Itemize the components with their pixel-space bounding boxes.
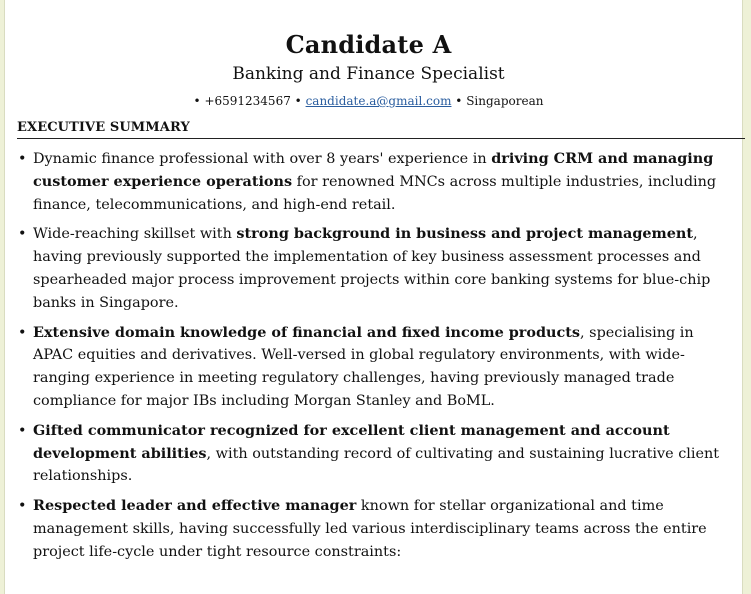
bullet-icon: • [18,422,27,439]
candidate-name: Candidate A [285,30,452,59]
item-text: for renowned MNCs across multiple industries, including finance, telecommunications, and high-end retail. [33,173,717,213]
contact-separator: • [455,94,463,108]
phone-number: +6591234567 [204,94,291,108]
list-item [17,420,721,488]
nationality: Singaporean [466,94,544,108]
item-highlight: driving CRM and managing customer experience operations [33,150,714,190]
bullet-icon: • [18,324,27,341]
contact-separator: • [294,94,302,108]
candidate-title: Banking and Finance Specialist [232,64,505,84]
item-text: , having previously supported the implementation of key business assessment processes and spearheaded major process improvement projects within core banking systems for blue-chip banks in Singapore. [33,226,711,311]
contact-line [5,94,732,108]
executive-summary-list [17,148,721,571]
item-highlight: strong background in business and project management [236,225,694,243]
list-item [17,148,721,216]
item-highlight: Respected leader and effective manager [33,497,357,515]
list-item [17,495,721,563]
item-highlight: Extensive domain knowledge of financial and fixed income products [33,323,581,341]
section-divider [17,138,745,139]
bullet-icon: • [18,226,27,243]
item-text: known for stellar organizational and time management skills, having successfully led various interdisciplinary teams across the entire project life-cycle under tight resource constraints: [33,498,707,560]
item-text: , specialising in APAC equities and derivatives. Well-versed in global regulatory environments, with wide-ranging experience in meeting regulatory challenges, having previously managed trade compliance for major IBs including Morgan Stanley and BoML. [33,324,694,409]
item-highlight: Gifted communicator recognized for excellent client management and account development abilities [33,421,670,462]
section-heading-executive-summary: EXECUTIVE SUMMARY [17,120,190,135]
item-text: , with outstanding record of cultivating and sustaining lucrative client relationships. [33,445,720,485]
bullet-icon: • [18,498,27,515]
contact-separator: • [193,94,201,108]
list-item [17,322,721,413]
item-text: Wide-reaching skillset with [33,226,237,243]
email-link[interactable]: candidate.a@gmail.com [305,94,452,108]
bullet-icon: • [18,151,27,167]
list-item [17,223,721,314]
resume-page [4,0,743,594]
item-text: Dynamic finance professional with over 8 years' experience in [33,151,492,167]
